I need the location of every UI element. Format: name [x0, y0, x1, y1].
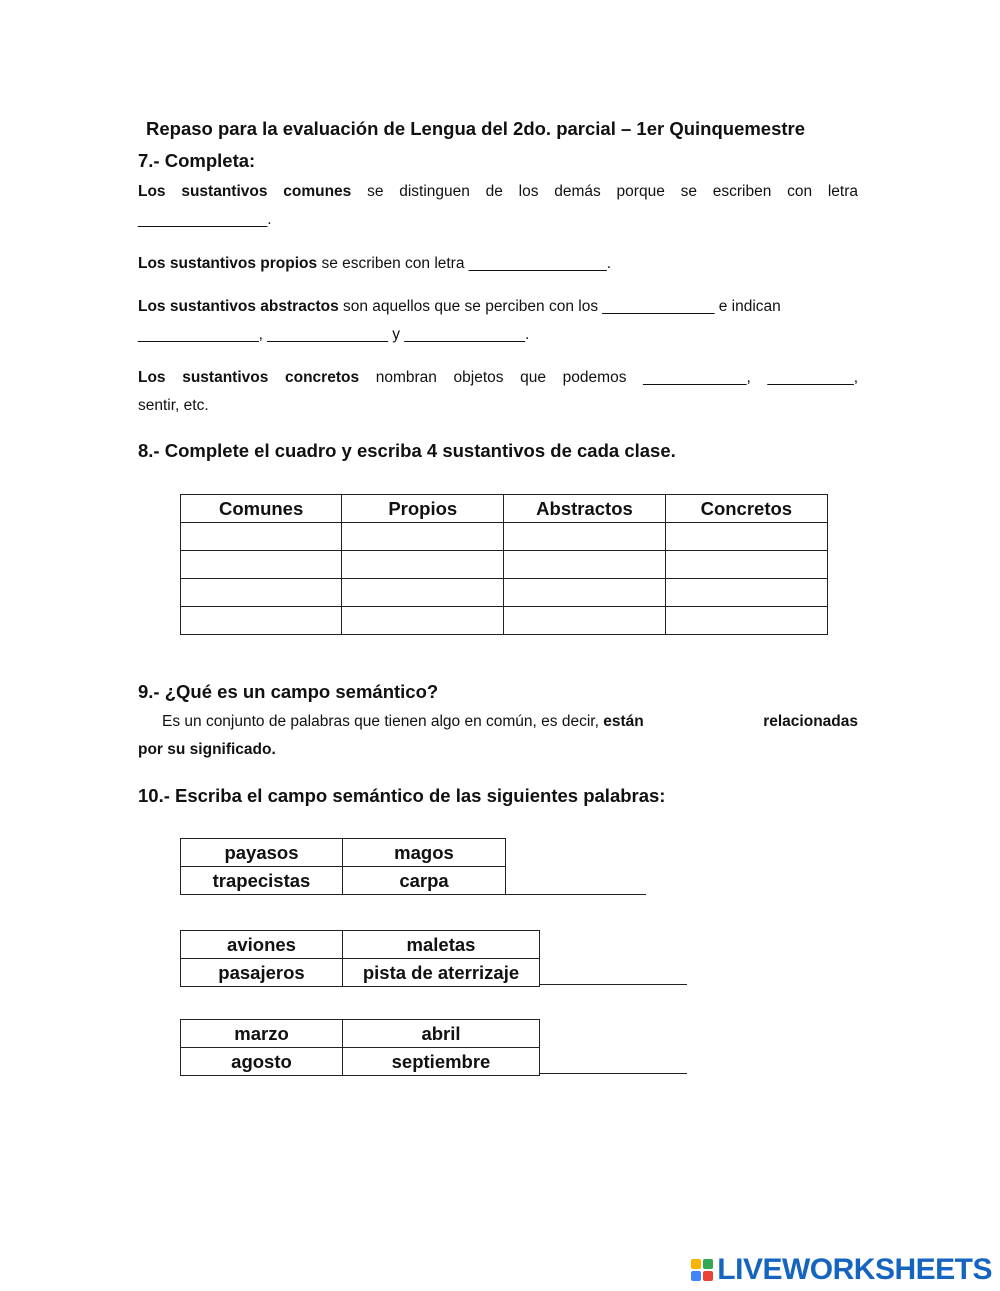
semantic-group-2: [180, 930, 540, 987]
liveworksheets-logo[interactable]: [691, 1252, 992, 1288]
q10-heading: 10.- Escriba el campo semántico de las siguientes palabras:: [138, 785, 666, 806]
q9-answer-bold-3: por su significado.: [138, 741, 276, 758]
answer-cell[interactable]: [181, 607, 342, 635]
q9-answer-line-1: [138, 708, 858, 736]
q7-s2-bold: Los sustantivos propios: [138, 255, 318, 272]
page-title: Repaso para la evaluación de Lengua del 2do. parcial – 1er Quinquemestre: [146, 118, 806, 139]
logo-text: LIVEWORKSHEETS: [717, 1253, 992, 1286]
q8-heading: 8.- Complete el cuadro y escriba 4 sustantivos de cada clase.: [138, 440, 676, 461]
answer-cell[interactable]: [342, 607, 504, 635]
answer-cell[interactable]: [665, 579, 827, 607]
q7-s3-text: son aquellos que se perciben con los _____________ e indican: [338, 298, 781, 315]
answer-cell[interactable]: [504, 523, 665, 551]
answer-cell[interactable]: [504, 607, 665, 635]
semantic-group-1: [180, 838, 506, 895]
col-header-concretos: Concretos: [665, 495, 827, 523]
q7-heading: 7.- Completa:: [138, 150, 256, 171]
table-row: [181, 551, 828, 579]
answer-cell[interactable]: [665, 551, 827, 579]
q7-s3-blanks[interactable]: ______________, ______________ y ______________.: [138, 326, 530, 343]
semantic-group-3: [180, 1019, 540, 1076]
q7-s2-text: se escriben con letra ________________.: [317, 255, 612, 272]
q7-sentence-1: [138, 178, 858, 206]
word-cell: maletas: [343, 931, 540, 959]
word-cell: aviones: [181, 931, 343, 959]
answer-cell[interactable]: [181, 551, 342, 579]
q7-s4-text: nombran objetos que podemos ____________, __________,: [359, 369, 858, 386]
answer-cell[interactable]: [342, 551, 504, 579]
answer-blank-2[interactable]: [539, 984, 687, 985]
word-cell: carpa: [343, 867, 506, 895]
q9-answer-bold-2: relacionadas: [763, 713, 858, 730]
answer-blank-1[interactable]: [504, 894, 646, 895]
q9-answer-bold-1: están: [603, 713, 644, 730]
logo-blocks-icon: [691, 1259, 713, 1281]
word-cell: abril: [343, 1020, 540, 1048]
col-header-comunes: Comunes: [181, 495, 342, 523]
col-header-propios: Propios: [342, 495, 504, 523]
word-cell: agosto: [181, 1048, 343, 1076]
answer-cell[interactable]: [181, 523, 342, 551]
q9-answer-text: Es un conjunto de palabras que tienen algo en común, es decir,: [162, 713, 599, 730]
q7-sentence-3: [138, 293, 781, 321]
nouns-table: [180, 494, 828, 635]
q7-s4-bold: Los sustantivos concretos: [138, 369, 360, 386]
answer-cell[interactable]: [665, 607, 827, 635]
word-cell: trapecistas: [181, 867, 343, 895]
answer-cell[interactable]: [342, 523, 504, 551]
answer-cell[interactable]: [504, 579, 665, 607]
q7-sentence-2: [138, 250, 611, 278]
q7-s1-bold: Los sustantivos comunes: [138, 183, 352, 200]
table-row: [181, 523, 828, 551]
answer-cell[interactable]: [504, 551, 665, 579]
table-row: [181, 579, 828, 607]
table-row: [181, 607, 828, 635]
word-cell: magos: [343, 839, 506, 867]
q7-s3-bold: Los sustantivos abstractos: [138, 298, 339, 315]
word-cell: septiembre: [343, 1048, 540, 1076]
word-cell: pasajeros: [181, 959, 343, 987]
word-cell: marzo: [181, 1020, 343, 1048]
q7-s4-end: sentir, etc.: [138, 397, 209, 414]
answer-cell[interactable]: [665, 523, 827, 551]
word-cell: pista de aterrizaje: [343, 959, 540, 987]
col-header-abstractos: Abstractos: [504, 495, 665, 523]
answer-blank-3[interactable]: [539, 1073, 687, 1074]
q9-answer-line-2: [138, 736, 276, 764]
q9-heading: 9.- ¿Qué es un campo semántico?: [138, 681, 439, 702]
answer-cell[interactable]: [342, 579, 504, 607]
q7-s1-text: se distinguen de los demás porque se escriben con letra: [351, 183, 858, 200]
q7-s1-blank[interactable]: _______________.: [138, 211, 272, 228]
q7-sentence-4: [138, 364, 858, 392]
answer-cell[interactable]: [181, 579, 342, 607]
word-cell: payasos: [181, 839, 343, 867]
